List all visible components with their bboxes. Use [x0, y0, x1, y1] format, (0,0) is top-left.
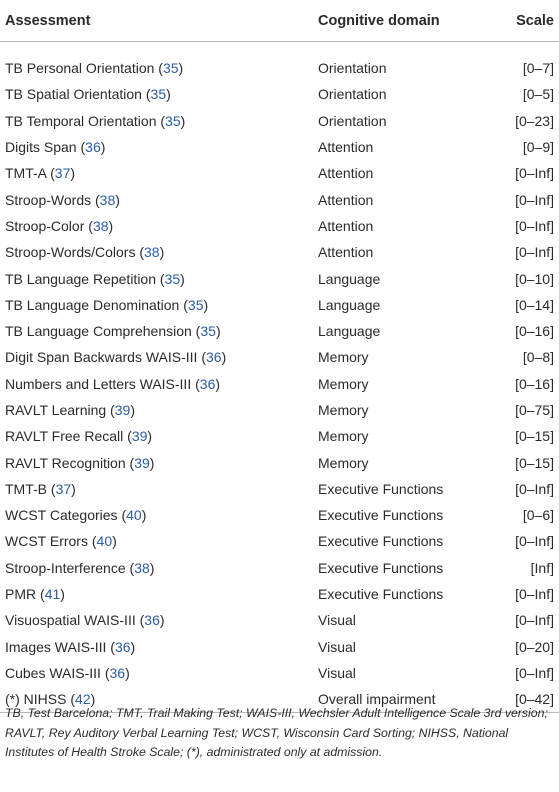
reference-link[interactable]: 36 — [109, 664, 126, 681]
reference-link[interactable]: 35 — [162, 60, 179, 77]
table-row — [0, 213, 559, 239]
assessment-name: Numbers and Letters WAIS-III — [5, 375, 192, 392]
assessment-cell: WCST Errors (40) — [5, 533, 117, 550]
assessment-cell: TB Personal Orientation (35) — [5, 60, 184, 77]
reference-link[interactable]: 40 — [126, 507, 142, 524]
assessment-cell: TMT-B (37) — [5, 480, 76, 497]
table-row — [0, 371, 559, 397]
table-row — [0, 660, 559, 686]
reference-link[interactable]: 36 — [114, 638, 131, 655]
scale-cell: [0–75] — [515, 402, 554, 418]
table-body — [0, 42, 559, 713]
reference-link[interactable]: 35 — [164, 270, 181, 287]
scale-cell: [0–7] — [522, 60, 554, 77]
assessment-name: TB Language Denomination — [5, 296, 180, 313]
table-row — [0, 108, 559, 134]
scale-cell: [0–8] — [522, 349, 554, 366]
table-row — [0, 239, 559, 265]
reference-link[interactable]: 36 — [144, 612, 160, 629]
scale-cell: [0–Inf] — [515, 533, 554, 550]
scale-cell: [0–Inf] — [515, 612, 554, 629]
assessment-name: Digits Span — [5, 139, 77, 156]
cognitive-domain-cell: Memory — [318, 375, 369, 392]
assessment-name: RAVLT Learning — [5, 402, 107, 418]
cognitive-domain-cell: Memory — [318, 402, 369, 418]
assessment-name: RAVLT Recognition — [5, 454, 126, 471]
scale-cell: [0–Inf] — [515, 244, 554, 261]
assessment-name: TB Temporal Orientation — [5, 112, 157, 129]
assessment-cell: PMR (41) — [5, 586, 65, 603]
scale-cell: [0–16] — [515, 375, 554, 392]
reference-link[interactable]: 35 — [187, 296, 204, 313]
assessment-name: Images WAIS-III — [5, 638, 107, 655]
reference-link[interactable]: 35 — [150, 86, 167, 103]
assessment-name: TMT-A — [5, 165, 47, 182]
reference-link[interactable]: 35 — [200, 323, 216, 340]
cognitive-domain-cell: Memory — [318, 349, 369, 366]
table-row — [0, 476, 559, 502]
reference-link[interactable]: 37 — [54, 165, 71, 182]
reference-link[interactable]: 36 — [206, 349, 222, 366]
assessment-cell: WCST Categories (40) — [5, 507, 147, 524]
table-row — [0, 55, 559, 81]
cognitive-domain-cell: Visual — [318, 612, 356, 629]
cognitive-domain-cell: Orientation — [318, 60, 387, 77]
reference-link[interactable]: 38 — [92, 217, 109, 234]
assessment-name: Digit Span Backwards WAIS-III — [5, 349, 198, 366]
cognitive-domain-cell: Overall impairment — [316, 686, 498, 713]
scale-cell: [0–23] — [515, 112, 554, 129]
table-row — [0, 423, 559, 449]
cognitive-domain-cell: Language — [318, 296, 381, 313]
table-row — [0, 607, 559, 633]
cognitive-domain-cell: Attention — [318, 191, 374, 208]
assessment-cell: Stroop-Color (38) — [5, 217, 114, 234]
scale-cell: [0–14] — [515, 296, 554, 313]
assessment-cell: Cubes WAIS-III (36) — [5, 664, 130, 681]
scale-cell: [0–15] — [515, 454, 554, 471]
assessment-cell: TB Language Repetition (35) — [5, 270, 185, 287]
assessment-name: WCST Errors — [5, 533, 88, 550]
assessment-name: TB Language Comprehension — [5, 323, 192, 340]
table-row — [0, 449, 559, 475]
table-row — [0, 555, 559, 581]
cognitive-domain-cell: Attention — [318, 244, 374, 261]
assessment-name: Stroop-Color — [5, 217, 85, 234]
scale-cell: [Inf] — [530, 559, 554, 576]
assessment-cell: (*) NIHSS (42) — [0, 686, 316, 713]
reference-link[interactable]: 39 — [131, 428, 148, 445]
assessment-cell: TB Temporal Orientation (35) — [5, 112, 186, 129]
table-footnote: TB, Test Barcelona; TMT, Trail Making Test; WAIS-III, Wechsler Adult Intelligence Scale 3rd version; RAVLT, Rey Auditory Verbal Learning Test; WCST, Wisconsin Card Sorting; NIHSS, National Institutes of Health Stroke Scale; (*), administrated only at admission. — [5, 706, 548, 759]
assessment-cell: TB Language Comprehension (35) — [5, 323, 221, 340]
assessment-name: Cubes WAIS-III — [5, 664, 101, 681]
cognitive-domain-cell: Executive Functions — [318, 480, 444, 497]
assessment-cell: Stroop-Words/Colors (38) — [5, 244, 165, 261]
assessment-cell: TB Language Denomination (35) — [5, 296, 209, 313]
assessment-cell: Digit Span Backwards WAIS-III (36) — [5, 349, 227, 366]
reference-link[interactable]: 38 — [144, 244, 160, 261]
table-row — [0, 134, 559, 160]
assessment-cell: Numbers and Letters WAIS-III (36) — [5, 375, 221, 392]
assessment-name: RAVLT Free Recall — [5, 428, 124, 445]
assessment-cell: TB Spatial Orientation (35) — [5, 86, 171, 103]
table-row — [0, 397, 559, 423]
reference-link[interactable]: 39 — [114, 402, 131, 418]
scale-cell: [0–10] — [515, 270, 554, 287]
table-row — [0, 160, 559, 186]
cognitive-domain-cell: Visual — [318, 664, 356, 681]
scale-cell: [0–20] — [515, 638, 554, 655]
table-row — [0, 265, 559, 291]
assessment-cell: Images WAIS-III (36) — [5, 638, 136, 655]
assessment-name: TB Spatial Orientation — [5, 86, 142, 103]
reference-link[interactable]: 37 — [55, 480, 72, 497]
table-row — [0, 528, 559, 554]
assessment-cell: RAVLT Recognition (39) — [5, 454, 155, 471]
assessment-cell: Stroop-Interference (38) — [5, 559, 155, 576]
cognitive-domain-cell: Executive Functions — [318, 559, 444, 576]
reference-link[interactable]: 42 — [75, 691, 91, 708]
reference-link[interactable]: 36 — [199, 375, 216, 392]
assessment-name: TB Personal Orientation — [5, 60, 155, 77]
scale-cell: [0–Inf] — [515, 191, 554, 208]
scale-cell: [0–6] — [522, 507, 554, 524]
cognitive-domain-cell: Language — [318, 323, 381, 340]
assessment-name: Visuospatial WAIS-III — [5, 612, 136, 629]
assessment-cell: Stroop-Words (38) — [5, 191, 120, 208]
assessment-name: WCST Categories — [5, 507, 118, 524]
header-row — [0, 0, 559, 42]
assessment-cell: Visuospatial WAIS-III (36) — [5, 612, 165, 629]
header-spacer — [0, 42, 559, 56]
assessment-cell: Digits Span (36) — [5, 139, 106, 156]
table-row — [0, 81, 559, 107]
table-row — [0, 581, 559, 607]
assessment-name: (*) NIHSS — [5, 691, 67, 708]
scale-cell: [0–Inf] — [515, 480, 554, 497]
table-header — [0, 0, 559, 42]
scale-cell: [0–5] — [522, 86, 554, 103]
cognitive-domain-cell: Attention — [318, 217, 374, 234]
assessment-name: Stroop-Words/Colors — [5, 244, 136, 261]
header-cognitive-domain: Cognitive domain — [316, 0, 498, 42]
assessment-name: PMR — [5, 586, 37, 603]
cognitive-domain-cell: Attention — [318, 165, 374, 182]
cognitive-domain-cell: Memory — [318, 428, 369, 445]
cognitive-domain-cell: Executive Functions — [318, 507, 444, 524]
table-row — [0, 318, 559, 344]
assessment-name: Stroop-Words — [5, 191, 92, 208]
scale-cell: [0–42] — [498, 686, 559, 713]
scale-cell: [0–16] — [515, 323, 554, 340]
cognitive-domain-cell: Memory — [318, 454, 369, 471]
header-assessment: Assessment — [0, 0, 316, 42]
header-scale: Scale — [498, 0, 559, 42]
cognitive-domain-cell: Language — [318, 270, 381, 287]
assessment-cell: TMT-A (37) — [5, 165, 76, 182]
cognitive-domain-cell: Orientation — [318, 86, 387, 103]
table-row — [0, 502, 559, 528]
assessment-name: TMT-B — [5, 480, 47, 497]
scale-cell: [0–Inf] — [515, 217, 554, 234]
reference-link[interactable]: 40 — [96, 533, 113, 550]
cognitive-domain-cell: Attention — [318, 139, 374, 156]
reference-link[interactable]: 38 — [134, 559, 150, 576]
reference-link[interactable]: 35 — [165, 112, 181, 129]
assessment-name: Stroop-Interference — [5, 559, 126, 576]
cognitive-domain-cell: Executive Functions — [318, 586, 444, 603]
reference-link[interactable]: 36 — [85, 139, 101, 156]
scale-cell: [0–15] — [515, 428, 554, 445]
assessment-cell: RAVLT Learning (39) — [5, 402, 135, 418]
table-row — [0, 634, 559, 660]
assessment-cell: RAVLT Free Recall (39) — [5, 428, 153, 445]
scale-cell: [0–Inf] — [515, 586, 554, 603]
table-row — [0, 344, 559, 370]
scale-cell: [0–Inf] — [515, 664, 554, 681]
cognitive-domain-cell: Executive Functions — [318, 533, 444, 550]
reference-link[interactable]: 38 — [99, 191, 116, 208]
reference-link[interactable]: 39 — [134, 454, 150, 471]
cognitive-domain-cell: Orientation — [318, 112, 387, 129]
table-row — [0, 292, 559, 318]
assessment-name: TB Language Repetition — [5, 270, 156, 287]
scale-cell: [0–9] — [522, 139, 554, 156]
scale-cell: [0–Inf] — [515, 165, 554, 182]
cognitive-domain-cell: Visual — [318, 638, 356, 655]
reference-link[interactable]: 41 — [44, 586, 61, 603]
table-row — [0, 186, 559, 212]
